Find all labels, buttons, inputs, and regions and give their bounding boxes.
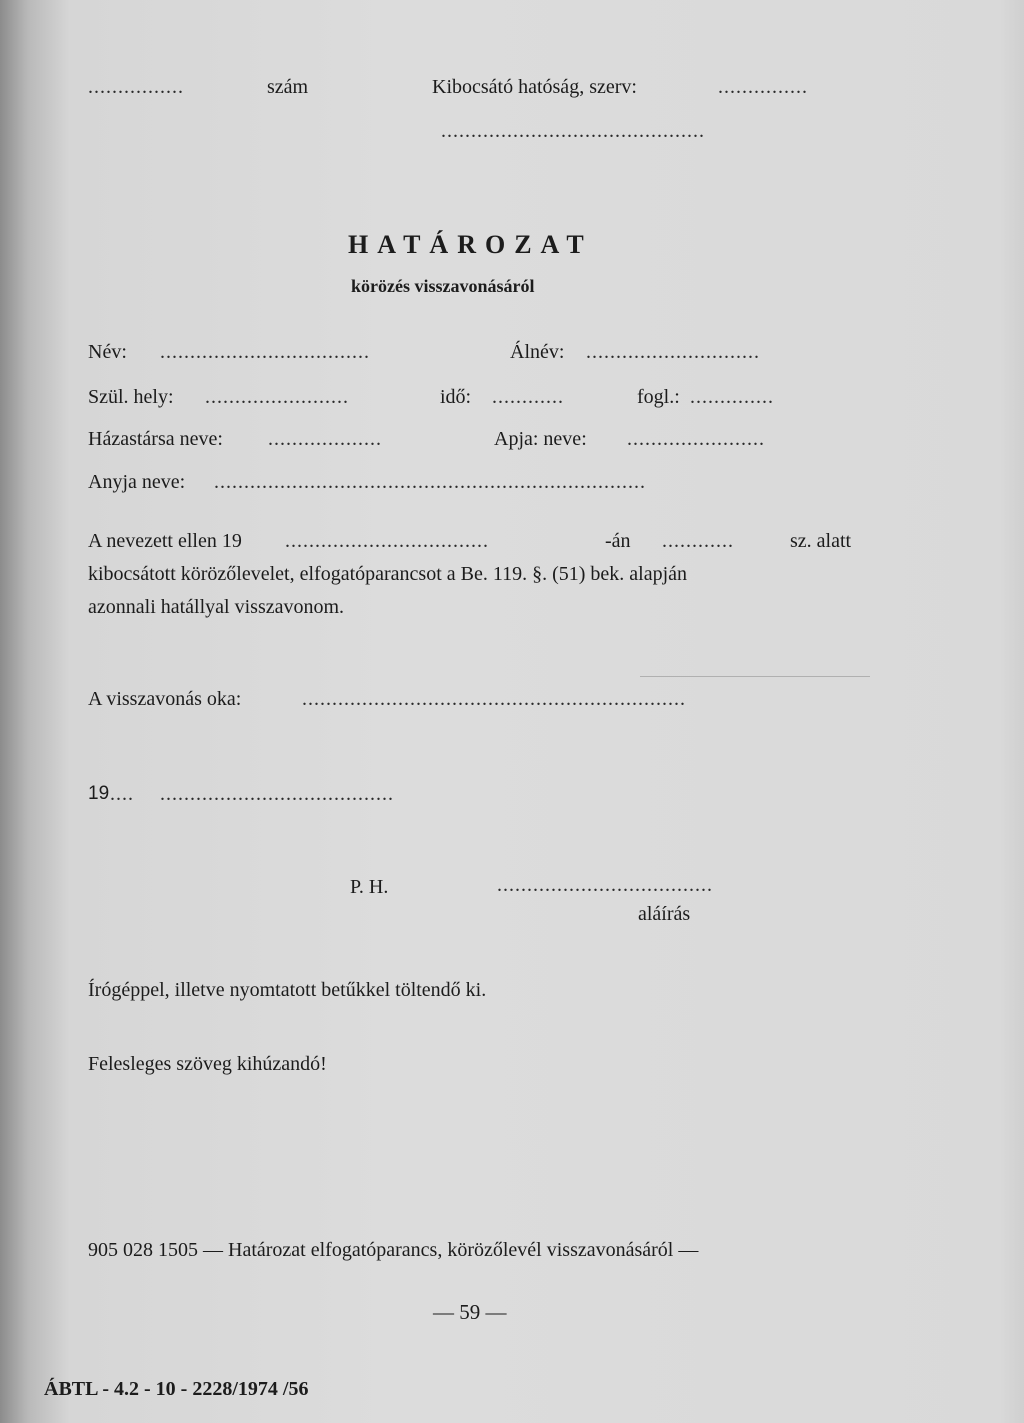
time-dots: ............ (492, 386, 564, 408)
reason-label: A visszavonás oka: (88, 688, 242, 710)
occupation-label: fogl.: (637, 386, 680, 408)
archive-reference: ÁBTL - 4.2 - 10 - 2228/1974 /56 (44, 1378, 309, 1400)
body-line1-dots2: ............ (662, 530, 734, 552)
body-line1-end: sz. alatt (790, 530, 852, 552)
alias-label: Álnév: (510, 341, 565, 363)
alias-dots: ............................. (586, 341, 760, 363)
note-typewriter: Írógéppel, illetve nyomtatott betűkkel töltendő ki. (88, 979, 487, 1001)
body-line1-dots1: .................................. (285, 530, 489, 552)
authority-label: Kibocsátó hatóság, szerv: (432, 76, 637, 98)
number-dots: ................ (88, 76, 184, 98)
date-dots1: .... (110, 783, 134, 805)
spouse-label: Házastársa neve: (88, 428, 223, 450)
name-dots: ................................... (160, 341, 370, 363)
stamp-label: P. H. (350, 876, 389, 898)
body-line3: azonnali hatállyal visszavonom. (88, 596, 345, 618)
document-title: HATÁROZAT (348, 230, 593, 259)
form-footer-line: 905 028 1505 — Határozat elfogatóparancs, körözőlevél visszavonásáról — (88, 1239, 699, 1261)
reason-dots: ................................................................ (302, 688, 686, 710)
father-label: Apja: neve: (494, 428, 587, 450)
authority-dots-line2: ............................................ (441, 120, 705, 142)
authority-dots: ............... (718, 76, 808, 98)
birthplace-dots: ........................ (205, 386, 349, 408)
body-line2: kibocsátott körözőlevelet, elfogatóparancsot a Be. 119. §. (51) bek. alapján (88, 563, 688, 585)
note-strike-unneeded: Felesleges szöveg kihúzandó! (88, 1053, 327, 1075)
father-dots: ....................... (627, 428, 765, 450)
signature-dots: .................................... (497, 874, 713, 896)
body-line1-an: -án (605, 530, 631, 552)
date-dots2: ....................................... (160, 783, 394, 805)
signature-label: aláírás (638, 903, 691, 925)
document-subtitle: körözés visszavonásáról (351, 276, 535, 296)
date-year-prefix: 19 (88, 783, 110, 804)
mother-dots: ........................................................................ (214, 471, 646, 493)
mother-label: Anyja neve: (88, 471, 186, 493)
name-label: Név: (88, 341, 127, 363)
page-number: — 59 — (433, 1300, 507, 1324)
bleed-through-line (640, 676, 870, 677)
number-label: szám (267, 76, 309, 98)
time-label: idő: (440, 386, 472, 408)
body-line1-start: A nevezett ellen 19 (88, 530, 242, 552)
occupation-dots: .............. (690, 386, 774, 408)
spouse-dots: ................... (268, 428, 382, 450)
birthplace-label: Szül. hely: (88, 386, 174, 408)
